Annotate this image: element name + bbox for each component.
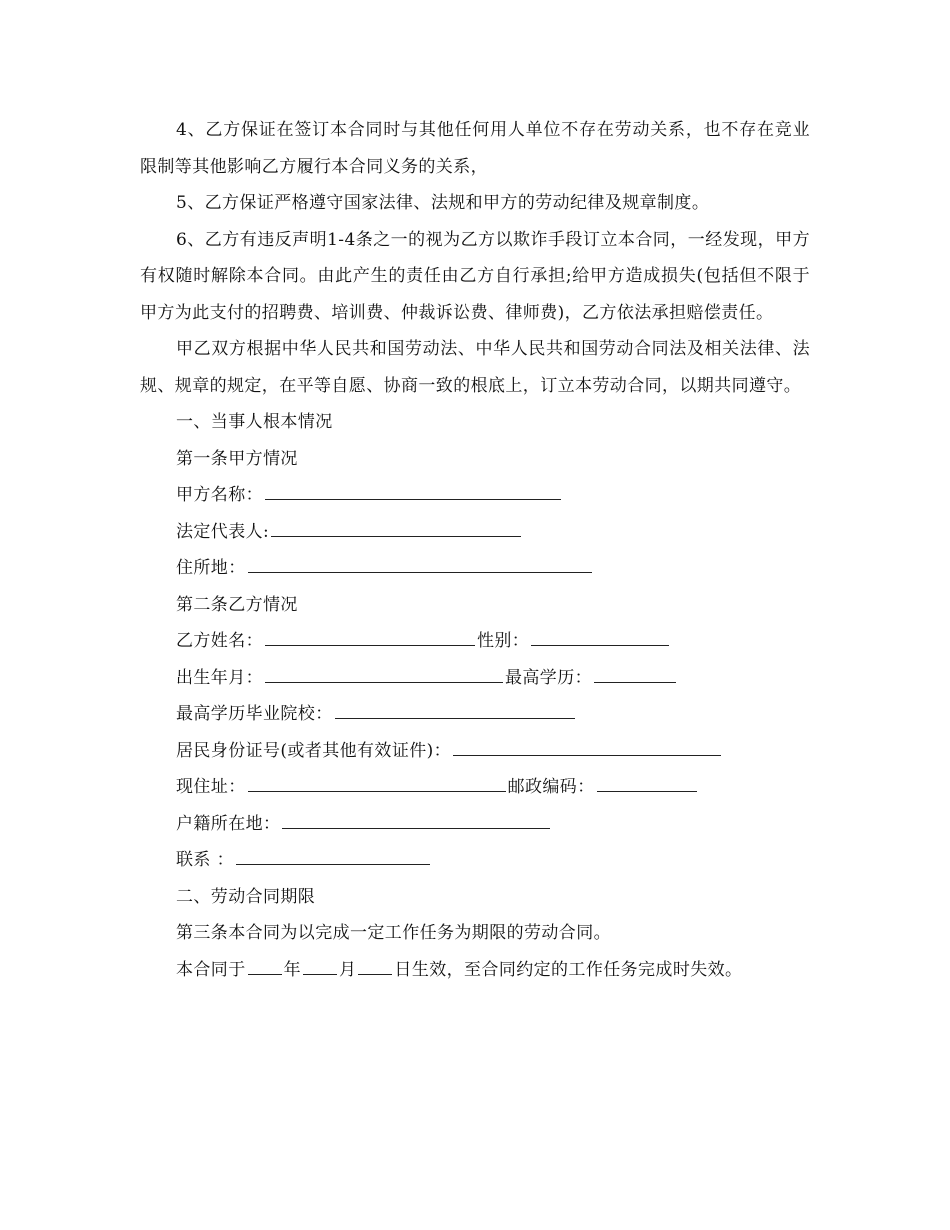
- birth-row: [140, 660, 810, 697]
- birth-label: 出生年月：: [176, 667, 263, 688]
- household-row: [140, 806, 810, 843]
- article-2-title: 第二条乙方情况: [176, 594, 298, 615]
- article-3: 第三条本合同为以完成一定工作任务为期限的劳动合同。: [176, 923, 611, 943]
- clause-4: 4、乙方保证在签订本合同时与其他任何用人单位不存在劳动关系，也不存在竞业限制等其他影响乙方履行本合同义务的关系，: [140, 120, 810, 177]
- employer-name-label: 甲方名称：: [176, 485, 263, 505]
- household-blank[interactable]: [282, 806, 550, 829]
- employee-name-row: [140, 623, 810, 660]
- education-blank[interactable]: [594, 660, 676, 683]
- section-2-title: 二、劳动合同期限: [176, 886, 316, 907]
- contract-body: [140, 112, 810, 988]
- household-label: 户籍所在地：: [176, 813, 281, 834]
- day-blank[interactable]: [358, 952, 392, 975]
- school-row: [140, 696, 810, 733]
- address-blank[interactable]: [248, 550, 592, 573]
- section-1-title: 一、当事人根本情况: [176, 412, 333, 432]
- id-row: [140, 733, 810, 770]
- contact-row: [140, 842, 810, 879]
- id-label: 居民身份证号(或者其他有效证件)：: [176, 740, 452, 761]
- employer-name-blank[interactable]: [265, 477, 561, 500]
- gender-blank[interactable]: [531, 623, 669, 646]
- current-address-blank[interactable]: [248, 769, 506, 792]
- gender-label: 性别：: [477, 631, 530, 651]
- school-label: 最高学历毕业院校：: [176, 704, 333, 724]
- postcode-blank[interactable]: [597, 769, 697, 792]
- year-blank[interactable]: [248, 952, 282, 975]
- effective-date-row: [140, 952, 810, 989]
- id-blank[interactable]: [453, 733, 721, 756]
- effective-suffix: 日生效，至合同约定的工作任务完成时失效。: [394, 959, 743, 980]
- clause-6: 6、乙方有违反声明1-4条之一的视为乙方以欺诈手段订立本合同，一经发现，甲方有权随时解除本合同。由此产生的责任由乙方自行承担;给甲方造成损失(包括但不限于甲方为此支付的招聘费、培训费、仲裁诉讼费、律师费)，乙方依法承担赔偿责任。: [140, 229, 810, 323]
- clause-5: 5、乙方保证严格遵守国家法律、法规和甲方的劳动纪律及规章制度。: [176, 193, 710, 213]
- current-address-row: [140, 769, 810, 806]
- intro-paragraph: 甲乙双方根据中华人民共和国劳动法、中华人民共和国劳动合同法及相关法律、法规、规章的规定，在平等自愿、协商一致的根底上，订立本劳动合同，以期共同遵守。: [140, 339, 810, 396]
- address-label: 住所地：: [176, 558, 246, 578]
- legal-rep-label: 法定代表人:: [176, 521, 270, 542]
- month-label: 月: [339, 959, 357, 980]
- effective-prefix: 本合同于: [176, 959, 246, 980]
- employer-name-row: [140, 477, 810, 514]
- legal-rep-row: [140, 514, 810, 551]
- education-label: 最高学历：: [505, 667, 592, 688]
- current-address-label: 现住址：: [176, 777, 246, 797]
- year-label: 年: [283, 959, 302, 980]
- contact-label: 联系 ：: [176, 850, 235, 870]
- article-1-title: 第一条甲方情况: [176, 448, 298, 469]
- employee-name-blank[interactable]: [265, 623, 475, 646]
- employee-name-label: 乙方姓名：: [176, 631, 263, 651]
- month-blank[interactable]: [303, 952, 337, 975]
- legal-rep-blank[interactable]: [271, 514, 521, 537]
- address-row: [140, 550, 810, 587]
- postcode-label: 邮政编码：: [507, 777, 595, 797]
- birth-blank[interactable]: [265, 660, 503, 683]
- school-blank[interactable]: [335, 696, 575, 719]
- contact-blank[interactable]: [236, 842, 430, 865]
